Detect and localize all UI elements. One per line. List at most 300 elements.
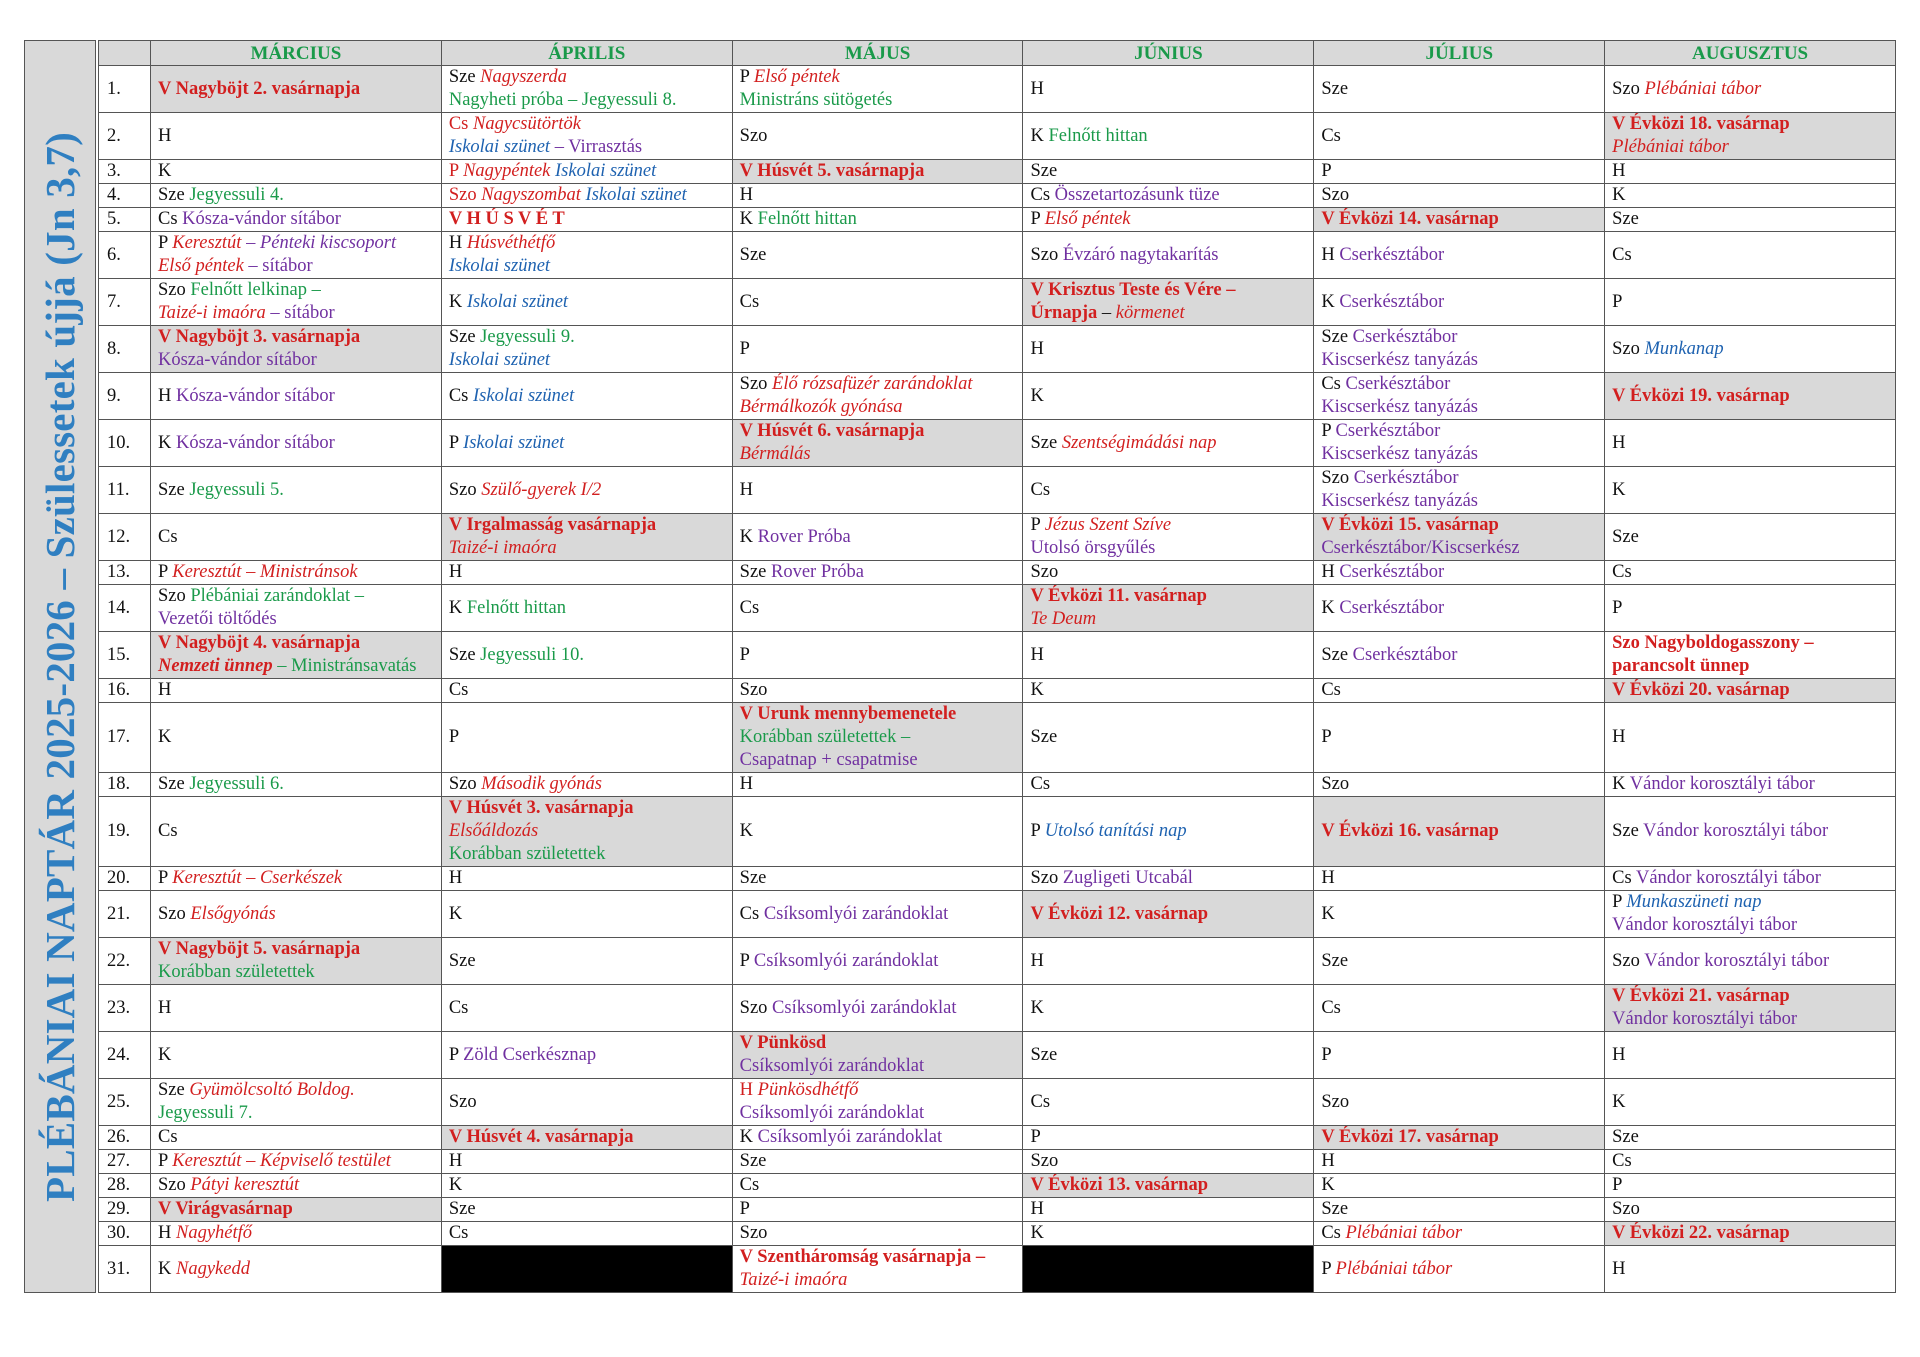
cell-line	[1030, 585, 1306, 608]
cell-line	[1321, 244, 1597, 267]
cell-text: Cs	[1612, 562, 1632, 582]
cell-line	[1321, 773, 1597, 796]
cell-text: Szo	[739, 997, 773, 1018]
cell-line	[449, 349, 725, 372]
cell-text: Cs	[1321, 997, 1341, 1018]
sunday-cell	[441, 1126, 732, 1150]
sunday-cell	[1314, 514, 1605, 561]
cell-line	[740, 867, 1016, 890]
cell-text: Szo	[1030, 1151, 1059, 1171]
cell-text: Csapatnap + csapatmise	[739, 750, 918, 770]
cell-text: Sze	[739, 244, 767, 265]
cell-line	[1612, 985, 1888, 1008]
cell-line	[449, 432, 725, 455]
cell-text: – Virrasztás	[550, 137, 643, 157]
sunday-cell	[151, 632, 442, 679]
day-cell	[1605, 279, 1896, 326]
cell-text: Cs	[448, 385, 473, 406]
cell-line	[740, 1222, 1016, 1245]
cell-text: H	[739, 774, 754, 794]
day-cell	[441, 891, 732, 938]
calendar-row	[99, 773, 1896, 797]
day-cell	[151, 113, 442, 160]
calendar-row	[99, 985, 1896, 1032]
cell-text: Cs	[1321, 125, 1341, 146]
cell-line	[740, 950, 1016, 973]
cell-text: Cs	[448, 997, 469, 1018]
cell-text: Elsőgyónás	[190, 903, 276, 924]
cell-text: V Nagyböjt 3. vasárnapja	[158, 327, 361, 347]
cell-line	[740, 373, 1016, 396]
calendar-row	[99, 208, 1896, 232]
cell-text: Szo	[1321, 468, 1354, 488]
day-cell	[151, 1079, 442, 1126]
cell-line	[1030, 208, 1306, 231]
day-cell	[1314, 279, 1605, 326]
cell-text: Kósza-vándor sítábor	[182, 209, 341, 229]
day-cell	[441, 208, 732, 232]
cell-line	[1612, 78, 1888, 101]
sunday-cell	[151, 938, 442, 985]
cell-line	[740, 1032, 1016, 1055]
calendar-row	[99, 891, 1896, 938]
cell-line	[740, 338, 1016, 361]
cell-text: Zugligeti Utcabál	[1062, 868, 1193, 888]
calendar-row	[99, 703, 1896, 773]
calendar-row	[99, 1198, 1896, 1222]
cell-text: V Irgalmasság vasárnapja	[448, 515, 657, 535]
day-number: 15.	[99, 632, 151, 679]
cell-line	[1612, 244, 1888, 267]
cell-line	[1612, 1174, 1888, 1197]
cell-text: K	[1612, 479, 1626, 500]
cell-line	[1321, 490, 1597, 513]
day-cell	[1314, 679, 1605, 703]
cell-text: Pünkösdhétfő	[757, 1080, 859, 1100]
cell-line	[449, 136, 725, 159]
cell-line	[740, 726, 1016, 749]
cell-text: Keresztút – Ministránsok	[172, 562, 358, 582]
cell-text: Kiscserkész tanyázás	[1321, 350, 1478, 370]
cell-line	[740, 1269, 1016, 1292]
day-cell	[441, 703, 732, 773]
cell-line	[1321, 208, 1597, 231]
cell-text: P	[739, 950, 754, 971]
cell-line	[1612, 113, 1888, 136]
day-number: 4.	[99, 184, 151, 208]
cell-text: P	[1321, 161, 1332, 181]
cell-text: Sze	[1030, 432, 1062, 453]
cell-line	[158, 1150, 434, 1173]
cell-text: H	[1321, 244, 1340, 265]
cell-text: Nagycsütörtök	[473, 114, 581, 134]
cell-line	[1030, 279, 1306, 302]
sunday-cell	[1605, 113, 1896, 160]
day-cell	[1605, 1032, 1896, 1079]
cell-text: Sze	[1612, 209, 1639, 229]
day-cell	[151, 1032, 442, 1079]
cell-text: Szo	[448, 185, 482, 205]
cell-text: Sze	[448, 644, 481, 665]
cell-text: V Évközi 12. vasárnap	[1030, 903, 1208, 924]
cell-text: Cs	[739, 597, 760, 618]
cell-text: P	[739, 338, 750, 359]
cell-line	[1321, 997, 1597, 1020]
cell-line	[740, 526, 1016, 549]
cell-line	[449, 1222, 725, 1245]
cell-line	[740, 773, 1016, 796]
cell-line	[1612, 136, 1888, 159]
day-cell	[732, 373, 1023, 420]
sunday-cell	[732, 1032, 1023, 1079]
cell-text: H	[1612, 727, 1626, 747]
day-cell	[441, 279, 732, 326]
cell-text: Jegyessuli 10.	[480, 644, 584, 665]
cell-line	[1321, 561, 1597, 584]
cell-text: H	[158, 680, 172, 700]
cell-line	[1321, 326, 1597, 349]
sunday-cell	[151, 1198, 442, 1222]
cell-text: Szo	[158, 280, 191, 300]
cell-line	[158, 1222, 434, 1245]
cell-text: Cserkésztábor	[1339, 562, 1445, 582]
day-number: 24.	[99, 1032, 151, 1079]
day-cell	[1023, 514, 1314, 561]
sunday-cell	[1023, 1174, 1314, 1198]
day-cell	[1314, 1246, 1605, 1293]
calendar-row	[99, 66, 1896, 113]
cell-text: V Urunk mennybemenetele	[739, 704, 957, 724]
cell-line	[1030, 867, 1306, 890]
cell-text: P	[448, 432, 464, 453]
cell-text: K	[158, 432, 176, 453]
cell-line	[740, 1198, 1016, 1221]
cell-text: H	[739, 479, 754, 500]
cell-line	[449, 867, 725, 890]
day-cell	[151, 1126, 442, 1150]
cell-line	[1030, 125, 1306, 148]
cell-text: K	[1030, 1223, 1044, 1243]
cell-text: Jegyessuli 6.	[189, 774, 284, 794]
day-cell	[1023, 867, 1314, 891]
cell-text: P	[739, 644, 750, 665]
day-cell	[151, 679, 442, 703]
cell-line	[158, 903, 434, 926]
day-cell	[441, 1032, 732, 1079]
calendar-row	[99, 326, 1896, 373]
cell-text: Munkaszüneti nap	[1626, 892, 1762, 912]
cell-text: Cs	[448, 680, 469, 700]
cell-text: K	[1321, 1175, 1335, 1195]
cell-line	[449, 232, 725, 255]
cell-line	[1030, 1174, 1306, 1197]
cell-line	[1030, 160, 1306, 183]
cell-line	[1612, 184, 1888, 207]
cell-line	[1030, 1198, 1306, 1221]
month-header: MÁJUS	[732, 41, 1023, 66]
cell-text: Vándor korosztályi tábor	[1635, 868, 1821, 888]
month-header: MÁRCIUS	[151, 41, 442, 66]
cell-text: Vándor korosztályi tábor	[1629, 774, 1815, 794]
day-cell	[1605, 703, 1896, 773]
cell-text: Szo	[1030, 868, 1063, 888]
cell-text: K	[448, 1175, 463, 1195]
cell-line	[1030, 184, 1306, 207]
day-cell	[441, 373, 732, 420]
day-cell	[732, 1126, 1023, 1150]
day-cell	[1314, 1174, 1605, 1198]
cell-text: Sze	[739, 1151, 767, 1171]
day-number: 2.	[99, 113, 151, 160]
cell-line	[158, 655, 434, 678]
cell-line	[1321, 950, 1597, 973]
cell-line	[1612, 1126, 1888, 1149]
day-number: 1.	[99, 66, 151, 113]
cell-text: H	[1030, 78, 1044, 99]
cell-text: Iskolai szünet	[580, 185, 687, 205]
day-cell	[151, 184, 442, 208]
day-cell	[151, 1222, 442, 1246]
cell-text: P	[448, 727, 460, 747]
day-number: 29.	[99, 1198, 151, 1222]
cell-text: Iskolai szünet	[448, 256, 551, 276]
cell-text: Csíksomlyói zarándoklat	[753, 950, 939, 971]
day-number: 26.	[99, 1126, 151, 1150]
cell-text: Plébániai tábor	[1345, 1223, 1463, 1243]
day-cell	[1605, 632, 1896, 679]
cell-text: V Szentháromság vasárnapja –	[739, 1247, 986, 1267]
cell-line	[1321, 396, 1597, 419]
cell-text: – sítábor	[243, 256, 313, 276]
cell-line	[740, 184, 1016, 207]
cell-line	[740, 1246, 1016, 1269]
cell-text: H	[1030, 950, 1044, 971]
cell-text: Cs	[448, 1223, 469, 1243]
day-cell	[151, 703, 442, 773]
cell-text: Jegyessuli 7.	[158, 1103, 253, 1123]
day-cell	[1605, 160, 1896, 184]
calendar-row	[99, 867, 1896, 891]
month-header-row	[99, 41, 1896, 66]
cell-text: P	[158, 868, 173, 888]
cell-line	[158, 349, 434, 372]
cell-text: Nagyheti próba – Jegyessuli 8.	[448, 90, 677, 110]
cell-text: P	[1030, 515, 1045, 535]
cell-text: H	[1321, 562, 1340, 582]
cell-text: Szo	[1321, 1091, 1350, 1112]
cell-text: Sze	[1612, 526, 1639, 547]
cell-line	[740, 679, 1016, 702]
day-cell	[151, 208, 442, 232]
cell-text: Sze	[1030, 161, 1058, 181]
day-number: 27.	[99, 1150, 151, 1174]
cell-text: Felnőtt hittan	[757, 209, 857, 229]
day-cell	[1605, 467, 1896, 514]
cell-text: Sze	[1612, 1127, 1639, 1147]
cell-text: Szo	[1321, 185, 1350, 205]
cell-text: Cs	[1030, 1091, 1051, 1112]
day-cell	[151, 1150, 442, 1174]
cell-text: Taizé-i imaóra	[739, 1270, 848, 1290]
cell-line	[1612, 160, 1888, 183]
day-cell	[1023, 1079, 1314, 1126]
cell-text: H	[1612, 161, 1626, 181]
cell-line	[158, 526, 434, 549]
cell-line	[1612, 291, 1888, 314]
cell-text: Sze	[448, 67, 481, 87]
cell-text: K	[1321, 291, 1340, 312]
cell-text: Szo	[1612, 950, 1645, 971]
day-cell	[1605, 184, 1896, 208]
day-cell	[1314, 773, 1605, 797]
cell-line	[1321, 420, 1597, 443]
cell-text: Kiscserkész tanyázás	[1321, 444, 1478, 464]
day-number: 6.	[99, 232, 151, 279]
cell-text: K	[448, 291, 467, 312]
cell-text: P	[1321, 727, 1332, 747]
cell-text: K	[1612, 1091, 1626, 1112]
cell-text: Nemzeti ünnep	[158, 656, 273, 676]
day-cell	[732, 1246, 1023, 1293]
cell-line	[1030, 432, 1306, 455]
cell-line	[1030, 950, 1306, 973]
day-number: 30.	[99, 1222, 151, 1246]
cell-line	[449, 184, 725, 207]
cell-text: – Ministránsavatás	[272, 656, 417, 676]
cell-line	[1321, 644, 1597, 667]
month-header: JÚNIUS	[1023, 41, 1314, 66]
cell-line	[740, 1126, 1016, 1149]
cell-text: V Évközi 15. vasárnap	[1321, 515, 1499, 535]
cell-text: Bérmálkozók gyónása	[739, 397, 903, 417]
day-cell	[1605, 773, 1896, 797]
cell-text: Cs	[1030, 185, 1055, 205]
day-cell	[1023, 160, 1314, 184]
cell-line	[158, 867, 434, 890]
cell-text: Sze	[1030, 1044, 1058, 1065]
day-cell	[1314, 160, 1605, 184]
cell-line	[1030, 997, 1306, 1020]
cell-text: Sze	[1321, 950, 1349, 971]
cell-text: Keresztút	[172, 233, 242, 253]
calendar-row	[99, 1079, 1896, 1126]
cell-text: V Húsvét 6. vasárnapja	[739, 421, 925, 441]
cell-text: Sze	[739, 868, 767, 888]
cell-line	[449, 726, 725, 749]
month-header: AUGUSZTUS	[1605, 41, 1896, 66]
cell-line	[1030, 244, 1306, 267]
day-cell	[1023, 467, 1314, 514]
cell-text: Cs	[1321, 374, 1346, 394]
cell-text: P	[1321, 1258, 1336, 1279]
calendar-title: PLÉBÁNIAI NAPTÁR 2025-2026 – Szülessetek újjá (Jn 3,7)	[37, 131, 83, 1202]
cell-line	[158, 479, 434, 502]
day-cell	[151, 561, 442, 585]
cell-line	[1321, 125, 1597, 148]
day-cell	[1314, 184, 1605, 208]
cell-text: V Húsvét 5. vasárnapja	[739, 161, 925, 181]
cell-text: Bérmálás	[739, 444, 811, 464]
cell-text: Cserkésztábor	[1353, 468, 1459, 488]
day-number: 10.	[99, 420, 151, 467]
cell-text: Iskolai szünet	[466, 291, 569, 312]
cell-line	[449, 66, 725, 89]
cell-text: P	[158, 1151, 173, 1171]
cell-text: Szentségimádási nap	[1061, 432, 1217, 453]
sunday-cell	[1605, 1222, 1896, 1246]
day-number: 7.	[99, 279, 151, 326]
day-cell	[1314, 632, 1605, 679]
day-cell	[151, 160, 442, 184]
cell-line	[1321, 514, 1597, 537]
cell-line	[1321, 1222, 1597, 1245]
cell-text: V Húsvét 4. vasárnapja	[448, 1127, 634, 1147]
day-cell	[732, 561, 1023, 585]
cell-line	[158, 302, 434, 325]
cell-text: K	[1612, 774, 1630, 794]
day-number: 31.	[99, 1246, 151, 1293]
cell-line	[1612, 479, 1888, 502]
calendar-row	[99, 373, 1896, 420]
cell-line	[1321, 1126, 1597, 1149]
day-cell	[1023, 113, 1314, 160]
cell-line	[1321, 679, 1597, 702]
cell-line	[1030, 820, 1306, 843]
day-cell	[441, 1079, 732, 1126]
cell-line	[449, 679, 725, 702]
cell-text: Vándor korosztályi tábor	[1612, 1009, 1798, 1029]
cell-text: H	[448, 868, 463, 888]
cell-text: Szo	[158, 586, 191, 606]
day-cell	[1023, 632, 1314, 679]
cell-text: H	[739, 185, 754, 205]
day-cell	[732, 467, 1023, 514]
cell-line	[449, 1044, 725, 1067]
calendar-row	[99, 232, 1896, 279]
day-cell	[441, 467, 732, 514]
day-cell	[1314, 326, 1605, 373]
cell-text: P	[158, 562, 173, 582]
day-cell	[441, 773, 732, 797]
cell-text: V Nagyböjt 4. vasárnapja	[158, 633, 361, 653]
day-cell	[441, 1150, 732, 1174]
cell-text: Rover Próba	[757, 526, 851, 547]
empty-day-cell	[1023, 1246, 1314, 1293]
cell-line	[449, 1174, 725, 1197]
cell-text: Jegyessuli 4.	[189, 185, 284, 205]
cell-text: Első péntek	[1044, 209, 1131, 229]
cell-text: H	[158, 1223, 176, 1243]
cell-text: P	[1321, 1044, 1332, 1065]
sunday-cell	[732, 420, 1023, 467]
calendar-title-banner	[24, 40, 96, 1293]
cell-line	[740, 749, 1016, 772]
day-number: 23.	[99, 985, 151, 1032]
day-cell	[732, 891, 1023, 938]
cell-text: Szo	[1321, 774, 1350, 794]
cell-line	[449, 326, 725, 349]
cell-line	[1321, 1198, 1597, 1221]
cell-text: Pénteki kiscsoport	[259, 233, 397, 253]
day-cell	[1605, 66, 1896, 113]
cell-text: P	[1321, 421, 1336, 441]
cell-line	[1030, 78, 1306, 101]
cell-text: Vándor korosztályi tábor	[1644, 950, 1830, 971]
cell-text: Csíksomlyói zarándoklat	[763, 903, 949, 924]
calendar-table	[98, 40, 1896, 1293]
cell-line	[1030, 608, 1306, 631]
cell-line	[449, 113, 725, 136]
